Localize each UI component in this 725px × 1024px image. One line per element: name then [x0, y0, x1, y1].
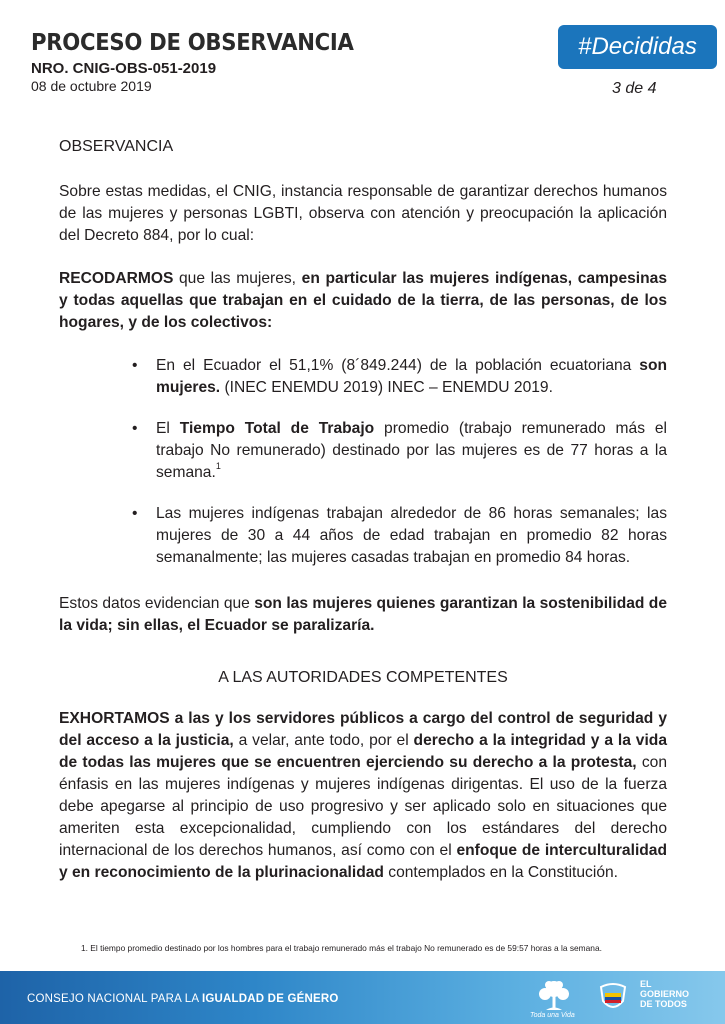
bullet-bold-text: son mujeres. [156, 357, 667, 396]
exhorto-text-3: contemplados en la Constitución. [383, 864, 618, 881]
bullet-bold-text: Tiempo Total de Trabajo [179, 420, 375, 437]
document-date: 08 de octubre 2019 [31, 78, 152, 94]
hashtag-badge: #Decididas [558, 25, 717, 69]
government-logo-text [640, 979, 689, 1009]
page-number: 3 de 4 [612, 80, 657, 97]
bullet-text: El [156, 420, 180, 437]
gov-line: DE TODOS [640, 999, 687, 1009]
recordar-paragraph [59, 268, 667, 334]
list-item [132, 503, 667, 569]
footer-org-bold: IGUALDAD DE GÉNERO [202, 993, 339, 1005]
list-item [132, 355, 667, 399]
recordar-bold-text: en particular las mujeres indígenas, campesinas y todas aquellas que trabajan en el cuidado de la tierra, de las personas, de los hogares, y de los colectivos: [59, 270, 668, 331]
evidencia-bold-text: son las mujeres quienes garantizan la sostenibilidad de la vida; sin ellas, el Ecuador se paralizaría. [59, 595, 667, 634]
document-title: PROCESO DE OBSERVANCIA [31, 30, 354, 56]
footer-bar [0, 971, 725, 1024]
footnote-ref[interactable]: 1 [215, 461, 221, 471]
coat-of-arms-icon [596, 981, 630, 1015]
evidencia-text: Estos datos evidencian que [59, 595, 255, 612]
statistics-list [59, 355, 667, 569]
exhorto-bold-3: enfoque de interculturalidad y en reconocimiento de la plurinacionalidad [59, 842, 667, 881]
gov-line: EL [640, 979, 652, 989]
slogan-text: Toda una Vida [530, 1012, 575, 1019]
bullet-text: En el Ecuador el 51,1% (8´849.244) de la población ecuatoriana [156, 357, 640, 374]
bullet-icon: • [132, 357, 138, 374]
exhorto-bold-1: EXHORTAMOS a las y los servidores públicos a cargo del control de seguridad y del acceso a la justicia, [59, 710, 667, 749]
evidencia-paragraph [59, 593, 667, 637]
exhorto-paragraph [59, 708, 667, 884]
recordar-text: que las mujeres, [173, 270, 302, 287]
footnote: 1. El tiempo promedio destinado por los hombres para el trabajo remunerado más el trabajo No remunerado es de 59:57 horas a la semana. [81, 943, 602, 953]
exhorto-text-2: con énfasis en las mujeres indígenas y mujeres indígenas dirigentas. El uso de la fuerza debe apegarse al principio de uso progresivo y ser aplicado solo en situaciones que ameriten esta excepcionalidad, cumpliendo con los estándares del derecho internacional de los derechos humanos, así como con el [59, 754, 667, 859]
document-body [59, 136, 667, 884]
list-item [132, 418, 667, 484]
footer-org-name [27, 993, 339, 1005]
footer-org-prefix: CONSEJO NACIONAL PARA LA [27, 993, 202, 1005]
bullet-icon: • [132, 505, 138, 522]
intro-paragraph: Sobre estas medidas, el CNIG, instancia responsable de garantizar derechos humanos de las mujeres y personas LGBTI, observa con atención y preocupación la aplicación del Decreto 884, por lo cual: [59, 183, 667, 244]
gov-line: GOBIERNO [640, 989, 690, 999]
bullet-text: (INEC ENEMDU 2019) INEC – ENEMDU 2019. [220, 379, 553, 396]
document-number: NRO. CNIG-OBS-051-2019 [31, 60, 217, 77]
exhorto-bold-2: derecho a la integridad y a la vida de todas las mujeres que se encuentren ejerciendo su derecho a la protesta, [59, 732, 667, 771]
observancia-heading: OBSERVANCIA [59, 138, 174, 155]
bullet-text: Las mujeres indígenas trabajan alrededor de 86 horas semanales; las mujeres de 30 a 44 años de edad trabajan en promedio 82 horas semanalmente; las mujeres casadas trabajan en promedio 84 horas. [156, 505, 667, 566]
autoridades-heading: A LAS AUTORIDADES COMPETENTES [218, 669, 508, 686]
bullet-text: promedio (trabajo remunerado más el trabajo No remunerado) destinado por las mujeres es de 77 horas a la semana. [156, 420, 667, 481]
recordar-keyword: RECODARMOS [59, 270, 174, 287]
exhorto-text-1: a velar, ante todo, por el [233, 732, 414, 749]
bullet-icon: • [132, 420, 138, 437]
